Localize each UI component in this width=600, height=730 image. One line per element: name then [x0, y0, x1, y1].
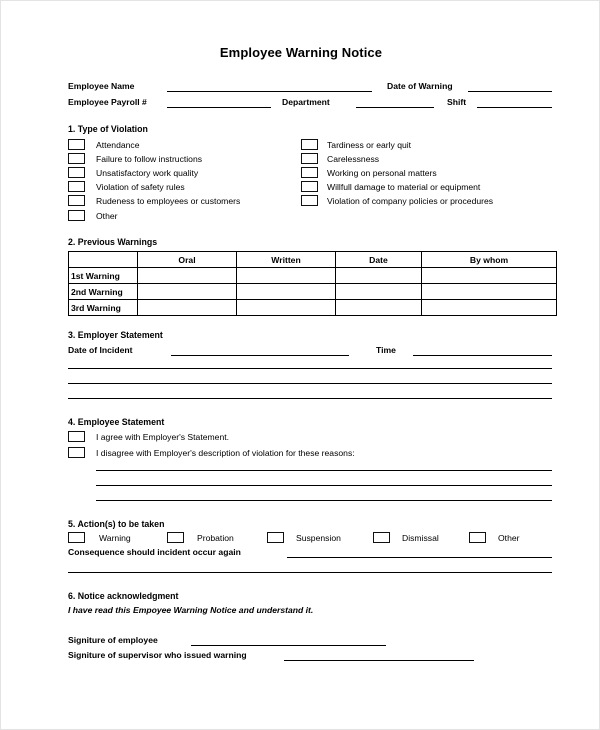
section-6-heading: 6. Notice acknowledgment [68, 591, 179, 601]
employer-statement-line-2[interactable] [68, 383, 552, 384]
consequence-input[interactable] [287, 557, 552, 558]
cell-3rd-written[interactable] [237, 300, 336, 316]
section-2-heading: 2. Previous Warnings [68, 237, 158, 247]
date-of-incident-label: Date of Incident [68, 345, 133, 355]
employee-payroll-input[interactable] [167, 107, 271, 108]
option-label-failure-to-follow-instructions: Failure to follow instructions [96, 154, 203, 164]
cell-3rd-oral[interactable] [138, 300, 237, 316]
department-label: Department [282, 97, 330, 107]
checkbox-action-suspension[interactable] [267, 532, 284, 543]
date-of-warning-label: Date of Warning [387, 81, 453, 91]
option-label-agree: I agree with Employer's Statement. [96, 432, 229, 442]
checkbox-rudeness-to-employees-or-customers[interactable] [68, 195, 85, 206]
checkbox-violation-of-safety-rules[interactable] [68, 181, 85, 192]
checkbox-other-violation[interactable] [68, 210, 85, 221]
section-4-heading: 4. Employee Statement [68, 417, 165, 427]
action-label-dismissal: Dismissal [402, 533, 439, 543]
option-label-carelessness: Carelessness [327, 154, 380, 164]
cell-2nd-by-whom[interactable] [422, 284, 557, 300]
option-label-violation-of-safety-rules: Violation of safety rules [96, 182, 185, 192]
option-label-rudeness-to-employees-or-customers: Rudeness to employees or customers [96, 196, 241, 206]
checkbox-willfull-damage[interactable] [301, 181, 318, 192]
option-label-working-on-personal-matters: Working on personal matters [327, 168, 437, 178]
table-header-row [69, 252, 557, 268]
shift-input[interactable] [477, 107, 552, 108]
cell-1st-date[interactable] [336, 268, 422, 284]
table-row [69, 268, 557, 284]
shift-label: Shift [447, 97, 467, 107]
row-label-1st-warning: 1st Warning [69, 268, 138, 284]
consequence-label: Consequence should incident occur again [68, 547, 241, 557]
employee-signature-label: Signiture of employee [68, 635, 158, 645]
cell-2nd-oral[interactable] [138, 284, 237, 300]
table-col-written: Written [237, 252, 336, 268]
cell-1st-by-whom[interactable] [422, 268, 557, 284]
cell-2nd-written[interactable] [237, 284, 336, 300]
option-label-disagree: I disagree with Employer's description of violation for these reasons: [96, 448, 355, 458]
checkbox-failure-to-follow-instructions[interactable] [68, 153, 85, 164]
checkbox-action-dismissal[interactable] [373, 532, 390, 543]
action-label-probation: Probation [197, 533, 234, 543]
row-label-2nd-warning: 2nd Warning [69, 284, 138, 300]
checkbox-action-probation[interactable] [167, 532, 184, 543]
date-of-incident-input[interactable] [171, 355, 349, 356]
supervisor-signature-input[interactable] [284, 660, 474, 661]
option-label-attendance: Attendance [96, 140, 140, 150]
employer-statement-line-1[interactable] [68, 368, 552, 369]
action-label-suspension: Suspension [296, 533, 341, 543]
checkbox-unsatisfactory-work-quality[interactable] [68, 167, 85, 178]
employee-name-label: Employee Name [68, 81, 135, 91]
option-label-willfull-damage: Willfull damage to material or equipment [327, 182, 481, 192]
checkbox-action-other[interactable] [469, 532, 486, 543]
action-label-other: Other [498, 533, 520, 543]
section-3-heading: 3. Employer Statement [68, 330, 163, 340]
row-label-3rd-warning: 3rd Warning [69, 300, 138, 316]
checkbox-working-on-personal-matters[interactable] [301, 167, 318, 178]
employee-statement-line-2[interactable] [96, 485, 552, 486]
cell-2nd-date[interactable] [336, 284, 422, 300]
employee-statement-line-3[interactable] [96, 500, 552, 501]
checkbox-action-warning[interactable] [68, 532, 85, 543]
cell-3rd-by-whom[interactable] [422, 300, 557, 316]
employee-name-input[interactable] [167, 91, 372, 92]
employer-statement-line-3[interactable] [68, 398, 552, 399]
checkbox-agree-with-employer-statement[interactable] [68, 431, 85, 442]
time-input[interactable] [413, 355, 552, 356]
department-input[interactable] [356, 107, 434, 108]
option-label-violation-of-company-policies: Violation of company policies or procedures [327, 196, 494, 206]
table-row [69, 284, 557, 300]
section-5-heading: 5. Action(s) to be taken [68, 519, 165, 529]
consequence-extra-line[interactable] [68, 572, 552, 573]
employee-signature-input[interactable] [191, 645, 386, 646]
checkbox-carelessness[interactable] [301, 153, 318, 164]
employee-payroll-label: Employee Payroll # [68, 97, 147, 107]
checkbox-attendance[interactable] [68, 139, 85, 150]
cell-1st-written[interactable] [237, 268, 336, 284]
checkbox-violation-of-company-policies[interactable] [301, 195, 318, 206]
table-row [69, 300, 557, 316]
date-of-warning-input[interactable] [468, 91, 552, 92]
section-1-heading: 1. Type of Violation [68, 124, 148, 134]
checkbox-tardiness-or-early-quit[interactable] [301, 139, 318, 150]
option-label-tardiness-or-early-quit: Tardiness or early quit [327, 140, 412, 150]
cell-1st-oral[interactable] [138, 268, 237, 284]
table-col-by-whom: By whom [422, 252, 557, 268]
option-label-other-violation: Other [96, 211, 118, 221]
time-label: Time [376, 345, 396, 355]
checkbox-disagree-with-employer-statement[interactable] [68, 447, 85, 458]
cell-3rd-date[interactable] [336, 300, 422, 316]
action-label-warning: Warning [99, 533, 131, 543]
employee-statement-line-1[interactable] [96, 470, 552, 471]
table-col-oral: Oral [138, 252, 237, 268]
table-col-date: Date [336, 252, 422, 268]
previous-warnings-table [68, 251, 557, 316]
option-label-unsatisfactory-work-quality: Unsatisfactory work quality [96, 168, 199, 178]
acknowledgment-text: I have read this Empoyee Warning Notice and understand it. [68, 605, 314, 615]
page-title: Employee Warning Notice [219, 45, 383, 60]
table-col-blank [69, 252, 138, 268]
supervisor-signature-label: Signiture of supervisor who issued warning [68, 650, 247, 660]
